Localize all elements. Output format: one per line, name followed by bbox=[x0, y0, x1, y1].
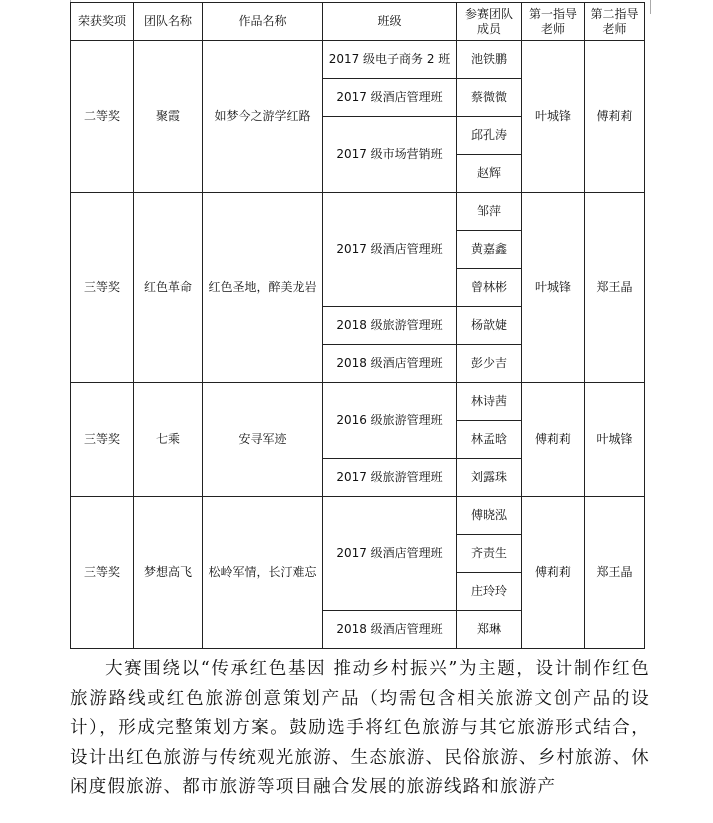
teacher1-cell: 叶城锋 bbox=[522, 41, 585, 193]
header-cell: 荣获奖项 bbox=[71, 3, 134, 41]
awards-table bbox=[70, 2, 645, 649]
class-cell: 2017 级酒店管理班 bbox=[323, 193, 457, 307]
class-cell: 2018 级酒店管理班 bbox=[323, 345, 457, 383]
table-row bbox=[71, 193, 645, 231]
table-row bbox=[71, 383, 645, 421]
member-cell: 林诗茜 bbox=[457, 383, 522, 421]
class-cell: 2017 级酒店管理班 bbox=[323, 497, 457, 611]
header-cell: 第二指导老师 bbox=[585, 3, 645, 41]
award-cell: 三等奖 bbox=[71, 497, 134, 649]
crop-mark bbox=[56, 0, 71, 14]
member-cell: 池铁鹏 bbox=[457, 41, 522, 79]
member-cell: 彭少吉 bbox=[457, 345, 522, 383]
header-cell: 第一指导老师 bbox=[522, 3, 585, 41]
class-cell: 2016 级旅游管理班 bbox=[323, 383, 457, 459]
member-cell: 蔡微微 bbox=[457, 79, 522, 117]
class-cell: 2017 级市场营销班 bbox=[323, 117, 457, 193]
header-cell: 作品名称 bbox=[203, 3, 323, 41]
member-cell: 赵辉 bbox=[457, 155, 522, 193]
award-cell: 二等奖 bbox=[71, 41, 134, 193]
member-cell: 邹萍 bbox=[457, 193, 522, 231]
teacher2-cell: 郑王晶 bbox=[585, 497, 645, 649]
paragraph-text: 大赛围绕以“传承红色基因 推动乡村振兴”为主题，设计制作红色旅游路线或红色旅游创意策划产品（均需包含相关旅游文创产品的设计），形成完整策划方案。鼓励选手将红色旅游与其它旅游形式结合，设计出红色旅游与传统观光旅游、生态旅游、民俗旅游、乡村旅游、休闲度假旅游、都市旅游等项目融合发展的旅游线路和旅游产 bbox=[70, 659, 650, 797]
team-cell: 聚霞 bbox=[134, 41, 203, 193]
table-row bbox=[71, 497, 645, 535]
teacher2-cell: 叶城锋 bbox=[585, 383, 645, 497]
work-cell: 红色圣地，醉美龙岩 bbox=[203, 193, 323, 383]
work-cell: 松岭军情，长汀难忘 bbox=[203, 497, 323, 649]
work-cell: 安寻军迹 bbox=[203, 383, 323, 497]
team-cell: 梦想高飞 bbox=[134, 497, 203, 649]
member-cell: 傅晓泓 bbox=[457, 497, 522, 535]
award-cell: 三等奖 bbox=[71, 193, 134, 383]
member-cell: 杨歆婕 bbox=[457, 307, 522, 345]
class-cell: 2018 级酒店管理班 bbox=[323, 611, 457, 649]
member-cell: 林孟晗 bbox=[457, 421, 522, 459]
table-header-row bbox=[71, 3, 645, 41]
member-cell: 齐责生 bbox=[457, 535, 522, 573]
header-cell: 班级 bbox=[323, 3, 457, 41]
member-cell: 刘露珠 bbox=[457, 459, 522, 497]
table-row bbox=[71, 41, 645, 79]
body-paragraph bbox=[70, 655, 650, 803]
work-cell: 如梦今之游学红路 bbox=[203, 41, 323, 193]
class-cell: 2017 级旅游管理班 bbox=[323, 459, 457, 497]
class-cell: 2018 级旅游管理班 bbox=[323, 307, 457, 345]
teacher2-cell: 傅莉莉 bbox=[585, 41, 645, 193]
header-cell: 参赛团队成员 bbox=[457, 3, 522, 41]
teacher1-cell: 傅莉莉 bbox=[522, 383, 585, 497]
teacher1-cell: 叶城锋 bbox=[522, 193, 585, 383]
team-cell: 七乘 bbox=[134, 383, 203, 497]
class-cell: 2017 级酒店管理班 bbox=[323, 79, 457, 117]
class-cell: 2017 级电子商务 2 班 bbox=[323, 41, 457, 79]
team-cell: 红色革命 bbox=[134, 193, 203, 383]
teacher1-cell: 傅莉莉 bbox=[522, 497, 585, 649]
award-cell: 三等奖 bbox=[71, 383, 134, 497]
header-cell: 团队名称 bbox=[134, 3, 203, 41]
member-cell: 郑琳 bbox=[457, 611, 522, 649]
crop-mark bbox=[650, 0, 665, 14]
teacher2-cell: 郑王晶 bbox=[585, 193, 645, 383]
member-cell: 曾林彬 bbox=[457, 269, 522, 307]
member-cell: 黄嘉鑫 bbox=[457, 231, 522, 269]
member-cell: 庄玲玲 bbox=[457, 573, 522, 611]
member-cell: 邱孔涛 bbox=[457, 117, 522, 155]
